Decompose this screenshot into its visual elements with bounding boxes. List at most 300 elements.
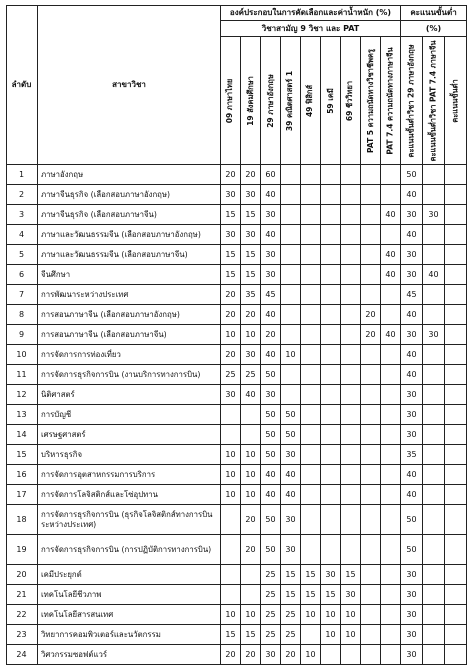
min-score-cell: 30	[401, 605, 423, 625]
weight-cell: 30	[261, 205, 281, 225]
weight-cell	[381, 625, 401, 645]
weight-cell	[361, 465, 381, 485]
row-number: 4	[6, 225, 38, 245]
weight-cell: 10	[281, 345, 301, 365]
weight-cell: 10	[321, 625, 341, 645]
min-score-cell: 50	[401, 535, 423, 565]
weight-cell: 10	[241, 605, 261, 625]
weight-cell: 25	[261, 565, 281, 585]
min-score-cell: 40	[401, 465, 423, 485]
weight-cell	[361, 385, 381, 405]
min-score-cell	[423, 225, 445, 245]
weight-cell: 15	[341, 565, 361, 585]
weight-cell: 20	[221, 305, 241, 325]
weight-cell	[361, 535, 381, 565]
weight-cell: 15	[301, 565, 321, 585]
min-score-cell	[445, 535, 467, 565]
row-number: 6	[6, 265, 38, 285]
weight-cell	[221, 585, 241, 605]
min-score-cell: 30	[401, 205, 423, 225]
row-subject: เศรษฐศาสตร์	[38, 425, 221, 445]
weight-cell: 20	[241, 645, 261, 665]
weight-cell	[341, 385, 361, 405]
weight-cell	[281, 305, 301, 325]
min-score-cell	[445, 505, 467, 535]
weight-cell	[361, 445, 381, 465]
weight-cell	[281, 325, 301, 345]
header-weight-sub: วิชาสามัญ 9 วิชา และ PAT	[221, 21, 401, 37]
row-subject: การพัฒนาระหว่างประเทศ	[38, 285, 221, 305]
weight-cell	[281, 365, 301, 385]
header-weight-col-text: PAT 7.4 ความถนัดทางภาษาจีน	[385, 46, 395, 155]
weight-cell	[341, 345, 361, 365]
row-subject: นิติศาสตร์	[38, 385, 221, 405]
weight-cell: 20	[221, 165, 241, 185]
weight-cell	[321, 305, 341, 325]
header-min-sub: (%)	[401, 21, 467, 37]
weight-cell	[321, 245, 341, 265]
min-score-cell: 30	[401, 425, 423, 445]
min-score-cell	[445, 565, 467, 585]
weight-cell: 15	[281, 585, 301, 605]
weight-cell: 50	[261, 535, 281, 565]
weight-cell	[361, 225, 381, 245]
weight-cell	[281, 185, 301, 205]
header-weight-col-text: 09 ภาษาไทย	[225, 78, 235, 123]
min-score-cell	[445, 465, 467, 485]
min-score-cell: 30	[401, 405, 423, 425]
min-score-cell: 30	[401, 645, 423, 665]
weight-cell: 20	[361, 305, 381, 325]
weight-cell	[321, 405, 341, 425]
weight-cell: 20	[361, 325, 381, 345]
weight-cell	[361, 165, 381, 185]
min-score-cell: 40	[401, 225, 423, 245]
row-number: 19	[6, 535, 38, 565]
row-subject: เทคโนโลยีสารสนเทศ	[38, 605, 221, 625]
weight-cell	[381, 465, 401, 485]
row-number: 9	[6, 325, 38, 345]
weight-cell	[281, 385, 301, 405]
row-subject: บริหารธุรกิจ	[38, 445, 221, 465]
weight-cell: 25	[261, 585, 281, 605]
weight-cell: 15	[221, 245, 241, 265]
row-subject: ภาษาและวัฒนธรรมจีน (เลือกสอบภาษาจีน)	[38, 245, 221, 265]
row-number: 11	[6, 365, 38, 385]
weight-cell	[381, 565, 401, 585]
min-score-cell	[445, 305, 467, 325]
weight-cell: 30	[341, 585, 361, 605]
row-number: 5	[6, 245, 38, 265]
weight-cell	[321, 385, 341, 405]
weight-cell	[301, 285, 321, 305]
header-min-col-text: คะแนนขั้นต่ำ	[450, 78, 460, 123]
weight-cell: 50	[261, 445, 281, 465]
header-min-col-text: คะแนนขั้นต่ำวิชา 29 ภาษาอังกฤษ	[406, 43, 416, 158]
weight-cell	[301, 625, 321, 645]
weight-cell	[301, 535, 321, 565]
weight-cell	[361, 565, 381, 585]
weight-cell	[321, 205, 341, 225]
min-score-cell	[445, 205, 467, 225]
weight-cell: 30	[221, 385, 241, 405]
weight-cell: 10	[241, 325, 261, 345]
weight-cell	[301, 465, 321, 485]
weight-cell	[341, 225, 361, 245]
row-subject: การจัดการธุรกิจการบิน (งานบริการทางการบิน)	[38, 365, 221, 385]
min-score-cell: 30	[423, 325, 445, 345]
weight-cell	[321, 505, 341, 535]
weight-cell	[341, 465, 361, 485]
min-score-cell	[445, 645, 467, 665]
weight-cell: 10	[221, 445, 241, 465]
weight-cell	[321, 285, 341, 305]
row-subject: การสอนภาษาจีน (เลือกสอบภาษาจีน)	[38, 325, 221, 345]
weight-cell	[381, 345, 401, 365]
weight-cell	[381, 405, 401, 425]
weight-cell	[341, 245, 361, 265]
weight-cell: 50	[281, 405, 301, 425]
weight-cell	[361, 185, 381, 205]
min-score-cell	[423, 385, 445, 405]
min-score-cell: 40	[401, 485, 423, 505]
row-number: 17	[6, 485, 38, 505]
min-score-cell	[445, 225, 467, 245]
weight-cell	[301, 245, 321, 265]
min-score-cell	[445, 245, 467, 265]
weight-cell: 40	[381, 205, 401, 225]
weight-cell: 10	[241, 465, 261, 485]
min-score-cell	[423, 245, 445, 265]
header-weight-col-text: 69 ชีววิทยา	[345, 80, 355, 121]
header-weight-col	[341, 37, 361, 165]
row-subject: ภาษาอังกฤษ	[38, 165, 221, 185]
weight-cell: 40	[281, 465, 301, 485]
row-subject: การสอนภาษาจีน (เลือกสอบภาษาอังกฤษ)	[38, 305, 221, 325]
weight-cell	[381, 585, 401, 605]
row-number: 18	[6, 505, 38, 535]
min-score-cell: 30	[423, 205, 445, 225]
row-number: 16	[6, 465, 38, 485]
header-weight-col	[261, 37, 281, 165]
min-score-cell	[423, 305, 445, 325]
row-subject: ภาษาจีนธุรกิจ (เลือกสอบภาษาจีน)	[38, 205, 221, 225]
min-score-cell	[423, 535, 445, 565]
weight-cell: 20	[221, 345, 241, 365]
weight-cell: 30	[321, 565, 341, 585]
weight-cell	[301, 345, 321, 365]
weight-cell: 15	[241, 245, 261, 265]
row-number: 24	[6, 645, 38, 665]
header-weight-group: องค์ประกอบในการคัดเลือกและค่าน้ำหนัก (%)	[221, 5, 401, 21]
row-subject: เทคโนโลยีชีวภาพ	[38, 585, 221, 605]
min-score-cell	[445, 345, 467, 365]
weight-cell	[301, 165, 321, 185]
header-weight-col	[381, 37, 401, 165]
weight-cell	[341, 645, 361, 665]
weight-cell	[381, 485, 401, 505]
weight-cell: 30	[241, 345, 261, 365]
min-score-cell	[423, 165, 445, 185]
weight-cell	[381, 165, 401, 185]
header-min-col	[445, 37, 467, 165]
weight-cell: 40	[261, 345, 281, 365]
min-score-cell	[423, 605, 445, 625]
min-score-cell: 30	[401, 585, 423, 605]
weight-cell	[361, 265, 381, 285]
min-score-cell	[445, 385, 467, 405]
weight-cell: 40	[241, 385, 261, 405]
weight-cell: 20	[241, 165, 261, 185]
min-score-cell	[423, 285, 445, 305]
weight-cell	[321, 465, 341, 485]
min-score-cell: 30	[401, 625, 423, 645]
min-score-cell	[423, 365, 445, 385]
weight-cell	[321, 225, 341, 245]
header-min-col-text: คะแนนขั้นต่ำวิชา PAT 7.4 ภาษาจีน	[428, 39, 438, 162]
weight-cell	[321, 445, 341, 465]
min-score-cell	[445, 265, 467, 285]
min-score-cell: 30	[401, 565, 423, 585]
weight-cell	[321, 485, 341, 505]
weight-cell	[361, 405, 381, 425]
weight-cell: 35	[241, 285, 261, 305]
weight-cell: 15	[241, 265, 261, 285]
weight-cell: 10	[241, 485, 261, 505]
weight-cell	[341, 205, 361, 225]
weight-cell	[321, 365, 341, 385]
weight-cell: 40	[261, 305, 281, 325]
weight-cell	[301, 325, 321, 345]
weight-cell	[361, 365, 381, 385]
weight-cell	[301, 385, 321, 405]
min-score-cell	[445, 365, 467, 385]
weight-cell: 15	[221, 205, 241, 225]
min-score-cell	[445, 285, 467, 305]
weight-cell: 40	[261, 465, 281, 485]
row-subject: การจัดการธุรกิจการบิน (ธุรกิจโลจิสติกส์ทางการบินระหว่างประเทศ)	[38, 505, 221, 535]
weight-cell: 50	[261, 425, 281, 445]
header-weight-col	[301, 37, 321, 165]
weight-cell	[321, 185, 341, 205]
weight-cell	[361, 585, 381, 605]
weight-cell: 45	[261, 285, 281, 305]
weight-cell	[301, 425, 321, 445]
min-score-cell: 35	[401, 445, 423, 465]
header-weight-col	[241, 37, 261, 165]
weight-cell	[341, 485, 361, 505]
weight-cell	[381, 445, 401, 465]
weight-cell: 15	[221, 625, 241, 645]
min-score-cell	[423, 585, 445, 605]
weight-cell	[301, 445, 321, 465]
weight-cell	[361, 205, 381, 225]
weight-cell	[301, 205, 321, 225]
weight-cell: 10	[241, 445, 261, 465]
row-subject: การจัดการโลจิสติกส์และโซ่อุปทาน	[38, 485, 221, 505]
weight-cell: 30	[261, 265, 281, 285]
header-min-group: คะแนนขั้นต่ำ	[401, 5, 467, 21]
weight-cell	[301, 365, 321, 385]
weight-cell: 25	[241, 365, 261, 385]
row-number: 12	[6, 385, 38, 405]
min-score-cell: 30	[401, 385, 423, 405]
weight-cell: 25	[281, 625, 301, 645]
weight-cell	[341, 285, 361, 305]
weight-cell: 30	[281, 535, 301, 565]
header-weight-col	[321, 37, 341, 165]
weight-cell	[301, 225, 321, 245]
weight-cell	[321, 165, 341, 185]
weight-cell	[341, 325, 361, 345]
weight-cell	[341, 185, 361, 205]
weight-cell: 25	[221, 365, 241, 385]
row-number: 20	[6, 565, 38, 585]
header-weight-col	[361, 37, 381, 165]
weight-cell	[341, 305, 361, 325]
weight-cell	[341, 365, 361, 385]
weight-cell: 40	[381, 325, 401, 345]
weight-cell: 20	[221, 645, 241, 665]
header-weight-col-text: 59 เคมี	[325, 87, 335, 114]
weight-cell	[341, 405, 361, 425]
weight-cell	[241, 425, 261, 445]
row-subject: วิทยาการคอมพิวเตอร์และนวัตกรรม	[38, 625, 221, 645]
weight-cell	[241, 405, 261, 425]
weight-cell	[281, 245, 301, 265]
weight-cell: 40	[381, 245, 401, 265]
weight-cell	[381, 185, 401, 205]
weight-cell	[221, 405, 241, 425]
row-number: 1	[6, 165, 38, 185]
weight-cell: 30	[221, 225, 241, 245]
row-subject: ภาษาและวัฒนธรรมจีน (เลือกสอบภาษาอังกฤษ)	[38, 225, 221, 245]
header-weight-col-text: 49 ฟิสิกส์	[305, 84, 315, 117]
weight-cell: 30	[281, 445, 301, 465]
weight-cell: 10	[221, 325, 241, 345]
weight-cell	[321, 325, 341, 345]
weight-cell: 15	[301, 585, 321, 605]
weight-cell	[281, 285, 301, 305]
weight-cell	[381, 605, 401, 625]
weight-cell	[321, 345, 341, 365]
row-subject: ภาษาจีนธุรกิจ (เลือกสอบภาษาอังกฤษ)	[38, 185, 221, 205]
row-number: 23	[6, 625, 38, 645]
weight-cell	[241, 585, 261, 605]
header-no: ลำดับ	[6, 5, 38, 165]
header-weight-col-text: 29 ภาษาอังกฤษ	[265, 73, 275, 128]
weight-cell: 10	[321, 605, 341, 625]
row-subject: การบัญชี	[38, 405, 221, 425]
weight-cell: 50	[281, 425, 301, 445]
weight-cell	[301, 485, 321, 505]
weight-cell: 25	[261, 605, 281, 625]
weight-cell	[281, 205, 301, 225]
weight-cell: 20	[241, 505, 261, 535]
header-weight-col-text: PAT 5 ความถนัดทางวิชาชีพครู	[365, 48, 375, 153]
weight-cell: 15	[321, 585, 341, 605]
row-subject: การจัดการการท่องเที่ยว	[38, 345, 221, 365]
row-number: 8	[6, 305, 38, 325]
min-score-cell	[423, 425, 445, 445]
weight-cell	[321, 645, 341, 665]
weight-cell	[361, 425, 381, 445]
min-score-cell: 30	[401, 265, 423, 285]
header-weight-col-text: 19 สังคมศึกษา	[245, 75, 255, 126]
weight-cell	[301, 305, 321, 325]
weight-cell	[361, 645, 381, 665]
min-score-cell: 30	[401, 245, 423, 265]
weight-cell	[361, 345, 381, 365]
weight-cell	[341, 445, 361, 465]
weight-cell: 10	[341, 605, 361, 625]
min-score-cell	[445, 585, 467, 605]
header-subject: สาขาวิชา	[38, 5, 221, 165]
min-score-cell	[423, 465, 445, 485]
weight-cell	[341, 535, 361, 565]
weight-cell: 40	[281, 485, 301, 505]
min-score-cell	[423, 405, 445, 425]
weight-cell: 20	[281, 645, 301, 665]
weight-cell: 10	[301, 605, 321, 625]
row-subject: จีนศึกษา	[38, 265, 221, 285]
weight-cell	[361, 485, 381, 505]
weight-cell	[361, 505, 381, 535]
weight-cell	[301, 505, 321, 535]
min-score-cell: 40	[423, 265, 445, 285]
weight-cell	[381, 305, 401, 325]
min-score-cell: 40	[401, 365, 423, 385]
weight-cell	[301, 265, 321, 285]
weight-cell: 30	[241, 185, 261, 205]
min-score-cell: 40	[401, 345, 423, 365]
weight-cell	[361, 605, 381, 625]
weight-cell	[301, 405, 321, 425]
weight-cell: 30	[281, 505, 301, 535]
weight-cell	[301, 185, 321, 205]
min-score-cell	[423, 505, 445, 535]
min-score-cell	[445, 485, 467, 505]
weight-cell	[381, 365, 401, 385]
weight-cell: 40	[261, 185, 281, 205]
row-number: 10	[6, 345, 38, 365]
min-score-cell	[445, 625, 467, 645]
header-weight-col	[221, 37, 241, 165]
header-weight-col-text: 39 คณิตศาสตร์ 1	[285, 70, 295, 131]
weight-cell: 15	[241, 625, 261, 645]
weight-cell: 20	[221, 285, 241, 305]
weight-cell	[381, 645, 401, 665]
weight-cell	[221, 535, 241, 565]
weight-cell	[341, 265, 361, 285]
weight-cell	[321, 535, 341, 565]
min-score-cell: 40	[401, 305, 423, 325]
min-score-cell	[423, 345, 445, 365]
weight-cell: 20	[261, 325, 281, 345]
weight-cell	[241, 565, 261, 585]
weight-cell	[221, 505, 241, 535]
weight-cell	[341, 165, 361, 185]
weight-cell: 60	[261, 165, 281, 185]
weight-cell: 30	[261, 385, 281, 405]
weight-cell: 15	[241, 205, 261, 225]
weight-cell	[341, 425, 361, 445]
row-number: 14	[6, 425, 38, 445]
weight-cell: 50	[261, 365, 281, 385]
weight-cell	[361, 625, 381, 645]
min-score-cell	[445, 165, 467, 185]
min-score-cell: 50	[401, 165, 423, 185]
